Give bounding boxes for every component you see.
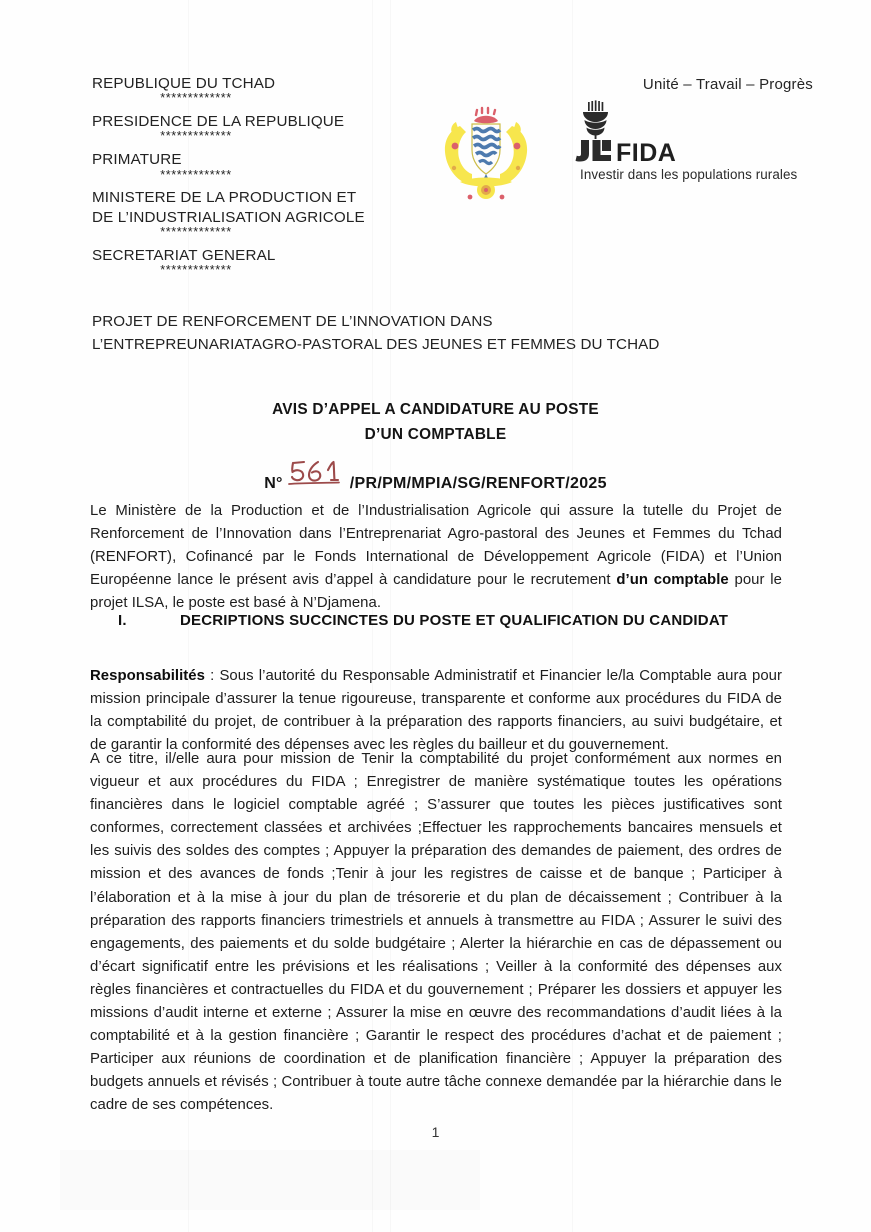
fida-wheat-icon — [575, 100, 705, 162]
header-line: DE L’INDUSTRIALISATION AGRICOLE — [92, 208, 365, 226]
section-heading — [118, 612, 728, 629]
responsabilites-paragraph — [90, 665, 782, 757]
page-number: 1 — [431, 1124, 440, 1140]
header-line: PRIMATURE — [92, 151, 182, 169]
section-heading-text: DECRIPTIONS SUCCINCTES DU POSTE ET QUALIFICATION DU CANDIDAT — [180, 612, 729, 629]
scan-artifact — [60, 1150, 480, 1210]
header-separator: ************* — [160, 225, 232, 240]
intro-part1: Le Ministère de la Production et de l’Industrialisation Agricole qui assure la tutelle du Projet de Renforcement de l’Innovation dans l’Entreprenariat Agro-pastoral des Jeunes et Femmes du Tchad (RENFORT), Cofinancé par le Fonds International de Développement Agricole (FIDA) et l’Union Européenne lance le présent avis d’appel à candidature pour le recrutement — [90, 503, 782, 589]
project-title-line1: PROJET DE RENFORCEMENT DE L’INNOVATION DANS — [92, 313, 493, 330]
header-line: MINISTERE DE LA PRODUCTION ET — [92, 189, 357, 207]
intro-bold-phrase: d’un comptable — [616, 572, 729, 589]
header-line: SECRETARIAT GENERAL — [92, 246, 276, 264]
header-entry — [92, 188, 422, 239]
header-entry — [92, 74, 422, 106]
intro-paragraph — [90, 500, 782, 615]
notice-title-line2: D’UN COMPTABLE — [364, 425, 507, 443]
notice-title — [0, 398, 871, 448]
reference-number — [0, 462, 871, 493]
header-separator: ************* — [160, 91, 232, 106]
header-entry — [92, 246, 422, 278]
header-line: PRESIDENCE DE LA REPUBLIQUE — [92, 113, 345, 131]
header-separator: ************* — [160, 167, 232, 182]
responsabilites-label: Responsabilités — [90, 668, 205, 684]
header-entry — [92, 150, 422, 182]
project-title-line2: L’ENTREPREUNARIATAGRO-PASTORAL DES JEUNES ET FEMMES DU TCHAD — [92, 336, 660, 354]
section-number: I. — [118, 612, 127, 629]
document-header — [0, 68, 871, 298]
missions-paragraph: A ce titre, il/elle aura pour mission de Tenir la comptabilité du projet conformément aux normes en vigueur et aux procédures du FIDA ; Enregistrer de manière systématique toutes les opérations financières dans le logiciel comptable agréé ; S’assurer que toutes les pièces justificatives sont conformes, correctement classées et archivées ;Effectuer les rapprochements bancaires mensuels et les suivis des soldes des comptes ; Appuyer la préparation des demandes de paiement, des ordres de mission et des avances de fonds ;Tenir à jour les registres de caisse et de banque ; Participer à l’élaboration et à la mise à jour du plan de trésorerie et du plan de décaissement ; Contribuer à la préparation des rapports financiers trimestriels et annuels à transmettre au FIDA ; Assurer le suivi des engagements, des paiements et du solde budgétaire ; Alerter la hiérarchie en cas de dépassement ou d’écart significatif entre les prévisions et les réalisations ; Veiller à la conformité des dépenses aux règles financières et contractuelles du FIDA et du gouvernement ; Préparer les dossiers et appuyer les missions d’audit interne et externe ; Assurer la mise en œuvre des recommandations d’audit liées à la comptabilité et à la gestion financière ; Garantir le respect des procédures d’achat et de paiement ; Participer aux réunions de coordination et de planification financière ; Appuyer la préparation des budgets annuels et révisés ; Contribuer à toute autre tâche connexe demandée par la hiérarchie dans le cadre de ses compétences. — [90, 751, 782, 1114]
fida-wordmark-text: FIDA — [616, 139, 677, 162]
national-motto: Unité – Travail – Progrès — [642, 76, 813, 93]
reference-prefix: N° — [264, 475, 283, 492]
project-title — [92, 310, 792, 356]
handwritten-number — [287, 462, 349, 488]
responsabilites-text: : Sous l’autorité du Responsable Administratif et Financier le/la Comptable aura pour mission principale d’assurer la tenue rigoureuse, transparente et conforme aux procédures du FIDA de la comptabilité du projet, de contribuer à la préparation des rapports financiers, au suivi budgétaire, et de garantir la conformité des dépenses avec les règles du bailleur et du gouvernement. — [90, 668, 782, 754]
notice-title-line1: AVIS D’APPEL A CANDIDATURE AU POSTE — [272, 401, 599, 418]
header-separator: ************* — [160, 129, 232, 144]
fida-logo — [575, 100, 815, 182]
intro-part2: pour le projet ILSA, le poste est basé à N’Djamena. — [90, 572, 782, 612]
reference-suffix: /PR/PM/MPIA/SG/RENFORT/2025 — [349, 475, 607, 492]
header-line: REPUBLIQUE DU TCHAD — [92, 75, 276, 92]
header-separator: ************* — [160, 263, 232, 278]
fida-tagline: Investir dans les populations rurales — [580, 167, 798, 182]
ministry-header-block — [92, 74, 422, 284]
chad-coat-of-arms-icon — [430, 104, 542, 204]
header-entry — [92, 112, 422, 144]
